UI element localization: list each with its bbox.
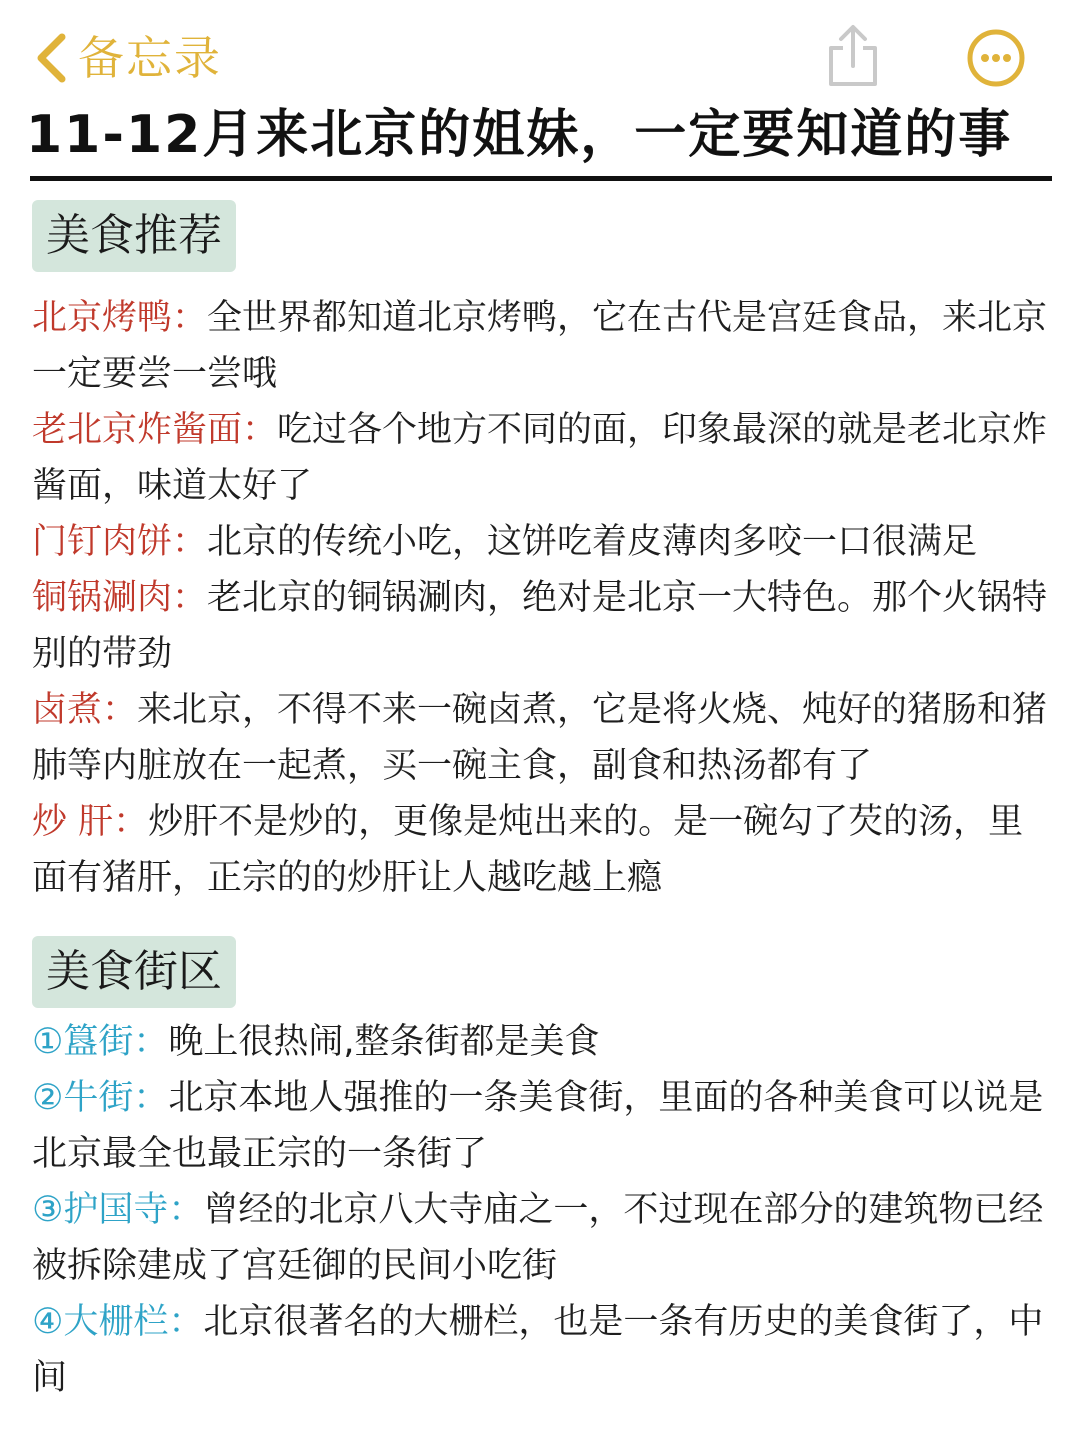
list-item [32,1014,1052,1070]
back-label: 备忘录 [78,31,222,85]
list-item [32,794,1052,906]
food-list [32,290,1052,906]
nav-bar [0,0,1080,100]
list-item [32,290,1052,402]
item-name: ④大栅栏： [32,1302,204,1342]
item-name: 门钉肉饼： [32,522,208,562]
item-text: 吃过各个地方不同的面，印象最深的就是老北京炸酱面，味道太好了 [32,410,1048,506]
title-divider [30,176,1052,181]
back-button[interactable] [34,28,222,88]
item-text: 炒肝不是炒的，更像是炖出来的。是一碗勾了芡的汤，里面有猪肝，正宗的的炒肝让人越吃越上瘾 [32,802,1024,898]
item-text: 北京的传统小吃，这饼吃着皮薄肉多咬一口很满足 [207,522,978,562]
item-text: 老北京的铜锅涮肉，绝对是北京一大特色。那个火锅特别的带劲 [32,578,1048,674]
item-text: 全世界都知道北京烤鸭，它在古代是宫廷食品，来北京一定要尝一尝哦 [32,298,1048,394]
item-name: ①簋街： [32,1022,169,1062]
item-name: 北京烤鸭： [32,298,208,338]
item-name: 铜锅涮肉： [32,578,208,618]
list-item [32,570,1052,682]
item-text: 来北京，不得不来一碗卤煮，它是将火烧、炖好的猪肠和猪肺等内脏放在一起煮，买一碗主食，副食和热汤都有了 [32,690,1048,786]
item-name: 炒 肝： [32,802,149,842]
item-name: ③护国寺： [32,1190,204,1230]
street-list [32,1014,1052,1406]
item-name: ②牛街： [32,1078,169,1118]
item-text: 曾经的北京八大寺庙之一，不过现在部分的建筑物已经被拆除建成了宫廷御的民间小吃街 [32,1190,1044,1286]
note-title: 11-12月来北京的姐妹，一定要知道的事 [26,105,1013,165]
more-icon [966,28,1026,88]
share-icon [826,24,880,88]
list-item [32,1182,1052,1294]
list-item [32,514,1052,570]
item-text: 晚上很热闹,整条街都是美食 [168,1022,600,1062]
chevron-left-icon [34,33,68,83]
item-name: 老北京炸酱面： [32,410,278,450]
section-heading-food: 美食推荐 [32,200,236,272]
item-text: 北京本地人强推的一条美食街，里面的各种美食可以说是北京最全也最正宗的一条街了 [32,1078,1044,1174]
more-button[interactable] [966,28,1026,88]
item-name: 卤煮： [32,690,138,730]
item-text: 北京很著名的大栅栏，也是一条有历史的美食街了，中间 [32,1302,1044,1398]
list-item [32,1294,1052,1406]
list-item [32,682,1052,794]
list-item [32,1070,1052,1182]
share-button[interactable] [826,24,880,88]
section-heading-streets: 美食街区 [32,936,236,1008]
list-item [32,402,1052,514]
